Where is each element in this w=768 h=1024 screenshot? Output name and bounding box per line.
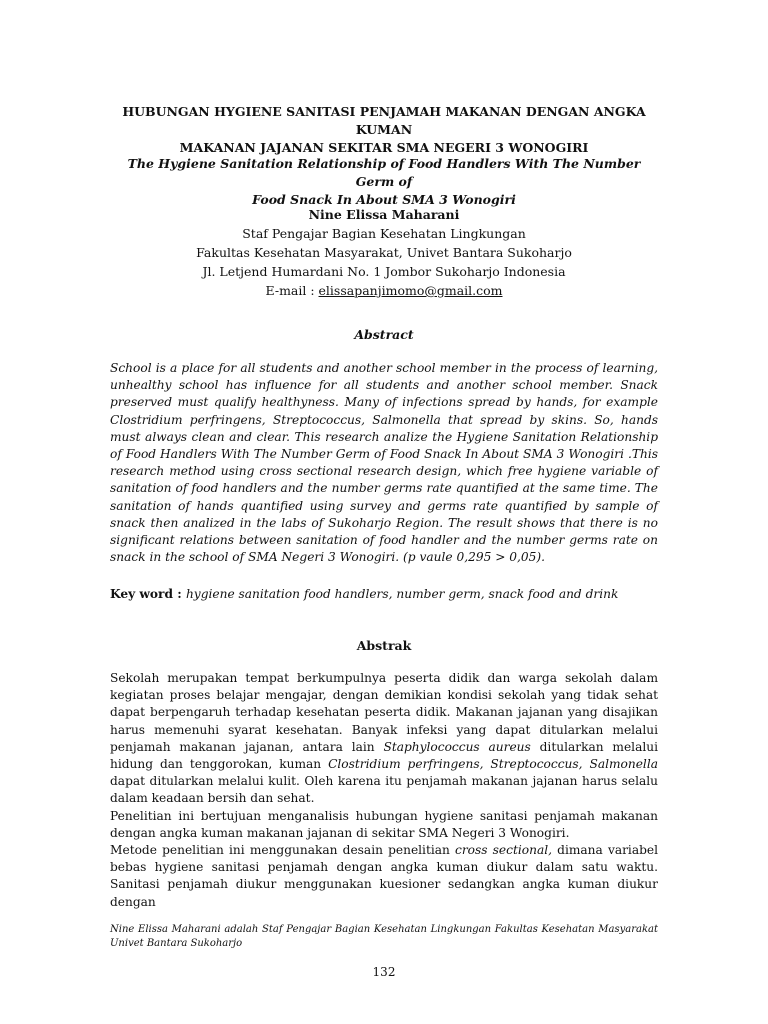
abstrak-p3-italic: cross sectional, bbox=[455, 843, 552, 858]
author-faculty: Fakultas Kesehatan Masyarakat, Univet Bantara Sukoharjo bbox=[196, 245, 572, 260]
author-email-line bbox=[110, 281, 658, 300]
abstrak-heading: Abstrak bbox=[356, 638, 412, 653]
abstrak-p1-text-b: ditularkan melalui hidung dan tenggorokan, kuman bbox=[110, 739, 658, 772]
author-name: Nine Elissa Maharani bbox=[308, 207, 460, 222]
abstrak-paragraph-3 bbox=[110, 842, 658, 911]
paper-title bbox=[110, 103, 658, 157]
subtitle-line-1: The Hygiene Sanitation Relationship of Food Handlers With The Number Germ of bbox=[127, 156, 641, 189]
keyword-label: Key word : bbox=[110, 587, 186, 601]
subtitle-line-2: Food Snack In About SMA 3 Wonogiri bbox=[252, 192, 516, 207]
abstrak-p1-text-c: dapat ditularkan melalui kulit. Oleh karena itu penjamah makanan jajanan harus selalu dalam keadaan bersih dan sehat. bbox=[110, 774, 658, 806]
author-address: Jl. Letjend Humardani No. 1 Jombor Sukoharjo Indonesia bbox=[202, 264, 566, 279]
abstract-heading: Abstract bbox=[354, 327, 414, 342]
footnote: Nine Elissa Maharani adalah Staf Pengajar Bagian Kesehatan Lingkungan Fakultas Kesehatan Masyarakat Univet Bantara Sukoharjo bbox=[110, 924, 658, 949]
abstract-text: School is a place for all students and another school member in the process of learning, unhealthy school has influence for all students and another school member. Snack preserved must qualify healthyness. Many of infections spread by hands, for example Clostridium perfringens, Streptococcus, Salmonella that spread by skins. So, hands must always clean and clear. This research analize the Hygiene Sanitation Relationship of Food Handlers With The Number Germ of Food Snack In About SMA 3 Wonogiri .This research method using cross sectional research design, which free hygiene variable of sanitation of food handlers and the number germs rate quantified at the same time. The sanitation of hands quantified using survey and germs rate quantified by sample of snack then analized in the labs of Sukoharjo Region. The result shows that there is no significant relations between sanitation of food handler and the number germs rate on snack in the school of SMA Negeri 3 Wonogiri. (p vaule 0,295 > 0,05). bbox=[110, 361, 658, 565]
keywords-line bbox=[110, 586, 658, 603]
abstrak-paragraph-2: Penelitian ini bertujuan menganalisis hubungan hygiene sanitasi penjamah makanan dengan angka kuman makanan jajanan di sekitar SMA Negeri 3 Wonogiri. bbox=[110, 808, 658, 840]
abstrak-text bbox=[110, 670, 658, 911]
abstrak-paragraph-1 bbox=[110, 670, 658, 808]
page-number: 132 bbox=[372, 965, 396, 979]
abstrak-p3-text-b: dimana variabel bebas hygiene sanitasi penjamah dengan angka kuman diukur dalam satu waktu. Sanitasi penjamah diukur menggunakan kuesioner sedangkan angka kuman diukur dengan bbox=[110, 843, 658, 909]
abstrak-p1-italic-1: Staphylococcus aureus bbox=[383, 739, 531, 754]
author-position: Staf Pengajar Bagian Kesehatan Lingkungan bbox=[242, 226, 526, 241]
email-label: E-mail : bbox=[265, 283, 319, 298]
title-line-2: MAKANAN JAJANAN SEKITAR SMA NEGERI 3 WONOGIRI bbox=[179, 140, 589, 155]
title-line-1: HUBUNGAN HYGIENE SANITASI PENJAMAH MAKANAN DENGAN ANGKA KUMAN bbox=[122, 104, 646, 137]
keyword-text: hygiene sanitation food handlers, number germ, snack food and drink bbox=[185, 587, 619, 601]
abstrak-p1-text-a: Sekolah merupakan tempat berkumpulnya peserta didik dan warga sekolah dalam kegiatan proses belajar mengajar, dengan demikian kondisi sekolah yang tidak sehat dapat berpengaruh terhadap kesehatan peserta didik. Makanan jajanan yang disajikan harus memenuhi syarat kesehatan. Banyak infeksi yang dapat ditularkan melalui penjamah makanan jajanan, antara lain bbox=[110, 671, 658, 754]
email-link[interactable]: elissapanjimomo@gmail.com bbox=[318, 283, 503, 298]
abstrak-p3-text-a: Metode penelitian ini menggunakan desain penelitian bbox=[110, 843, 456, 858]
author-block bbox=[110, 205, 658, 300]
paper-subtitle bbox=[110, 155, 658, 209]
abstrak-p1-italic-2: Clostridium perfringens, Streptococcus, Salmonella bbox=[328, 757, 658, 772]
